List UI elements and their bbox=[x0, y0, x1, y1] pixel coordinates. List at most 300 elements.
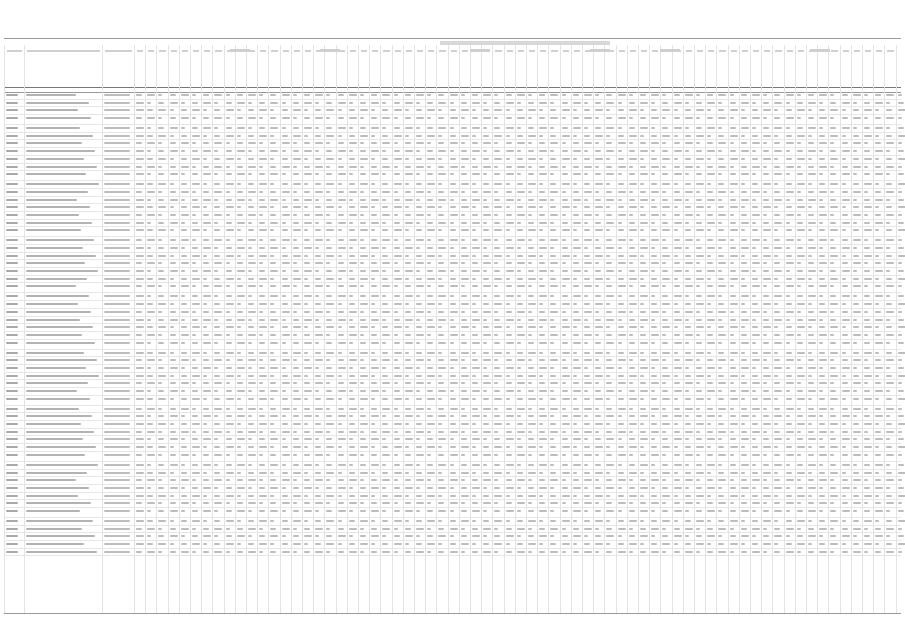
row-value bbox=[539, 543, 543, 545]
row-value bbox=[382, 415, 386, 417]
row-value bbox=[315, 375, 321, 377]
row-value bbox=[718, 431, 726, 433]
column-rule bbox=[638, 45, 639, 613]
row-value bbox=[517, 510, 521, 512]
row-value bbox=[651, 278, 657, 280]
row-value bbox=[304, 551, 310, 553]
row-value bbox=[718, 191, 726, 193]
row-value bbox=[562, 367, 568, 369]
row-value bbox=[707, 158, 711, 160]
row-value bbox=[438, 431, 444, 433]
row-value bbox=[405, 502, 411, 504]
row-value bbox=[786, 262, 794, 264]
row-value bbox=[718, 543, 724, 545]
column-rule bbox=[537, 45, 538, 613]
row-value bbox=[595, 295, 601, 297]
row-value bbox=[136, 295, 144, 297]
row-value bbox=[226, 199, 232, 201]
row-value bbox=[696, 408, 700, 410]
row-value bbox=[371, 135, 375, 137]
row-value bbox=[192, 295, 198, 297]
row-value bbox=[483, 102, 487, 104]
row-value bbox=[830, 454, 834, 456]
row-value bbox=[170, 423, 174, 425]
row-value bbox=[237, 495, 241, 497]
row-value bbox=[651, 303, 657, 305]
row-value bbox=[371, 446, 375, 448]
row-value bbox=[886, 127, 890, 129]
row-value bbox=[752, 247, 756, 249]
row-value bbox=[752, 166, 760, 168]
row-value bbox=[349, 495, 355, 497]
row-value bbox=[170, 222, 178, 224]
row-value bbox=[181, 520, 187, 522]
row-value bbox=[494, 303, 502, 305]
data-table bbox=[4, 92, 901, 556]
row-value bbox=[450, 311, 458, 313]
row-value bbox=[595, 319, 601, 321]
row-value bbox=[662, 199, 668, 201]
row-value bbox=[416, 382, 424, 384]
row-value bbox=[696, 142, 700, 144]
row-value bbox=[472, 454, 478, 456]
row-value bbox=[405, 472, 409, 474]
row-value bbox=[830, 191, 834, 193]
row-value bbox=[797, 326, 805, 328]
row-value bbox=[136, 102, 144, 104]
row-value bbox=[718, 94, 726, 96]
row-value bbox=[842, 94, 848, 96]
row-value bbox=[181, 150, 185, 152]
row-value bbox=[853, 535, 857, 537]
row-value bbox=[136, 487, 144, 489]
row-value bbox=[405, 520, 409, 522]
row-value bbox=[349, 487, 353, 489]
row-value bbox=[438, 142, 444, 144]
row-value bbox=[293, 502, 297, 504]
row-value bbox=[158, 342, 164, 344]
row-value bbox=[472, 398, 476, 400]
row-value bbox=[472, 102, 480, 104]
row-value bbox=[875, 423, 879, 425]
row-value bbox=[741, 229, 745, 231]
row-value bbox=[270, 206, 274, 208]
row-value bbox=[338, 214, 344, 216]
row-value bbox=[416, 423, 422, 425]
row-value bbox=[382, 438, 386, 440]
row-value bbox=[730, 367, 736, 369]
header-cell bbox=[492, 45, 504, 87]
row-value bbox=[517, 214, 525, 216]
row-value bbox=[853, 479, 861, 481]
row-value bbox=[752, 535, 756, 537]
row-value bbox=[427, 255, 435, 257]
row-value bbox=[371, 94, 377, 96]
row-value bbox=[248, 382, 256, 384]
row-value bbox=[618, 229, 624, 231]
row-value bbox=[170, 352, 174, 354]
row-value bbox=[651, 191, 659, 193]
row-value bbox=[461, 472, 469, 474]
row-value bbox=[741, 479, 747, 481]
row-value bbox=[405, 166, 411, 168]
row-value bbox=[472, 510, 480, 512]
row-value bbox=[584, 135, 590, 137]
row-value bbox=[741, 390, 749, 392]
row-value bbox=[573, 278, 577, 280]
row-value bbox=[472, 535, 480, 537]
row-value bbox=[797, 278, 805, 280]
row-value bbox=[282, 206, 288, 208]
row-value bbox=[562, 127, 568, 129]
row-value bbox=[405, 342, 413, 344]
row-value bbox=[360, 127, 366, 129]
row-value bbox=[573, 142, 579, 144]
row-value bbox=[741, 454, 747, 456]
row-value bbox=[707, 214, 713, 216]
row-value bbox=[304, 487, 312, 489]
row-value bbox=[573, 510, 581, 512]
row-value bbox=[237, 479, 243, 481]
row-value bbox=[438, 334, 444, 336]
row-value bbox=[539, 367, 547, 369]
row-value bbox=[158, 334, 162, 336]
row-value bbox=[752, 487, 756, 489]
row-value bbox=[147, 270, 151, 272]
row-value bbox=[326, 543, 334, 545]
row-value bbox=[741, 173, 749, 175]
row-code bbox=[104, 183, 130, 185]
row-value bbox=[886, 334, 894, 336]
row-value bbox=[382, 352, 388, 354]
row-value bbox=[259, 359, 263, 361]
row-value bbox=[147, 502, 155, 504]
row-code bbox=[104, 158, 130, 160]
row-value bbox=[394, 464, 400, 466]
row-value bbox=[707, 487, 715, 489]
row-value bbox=[349, 262, 357, 264]
row-value bbox=[203, 94, 209, 96]
row-value bbox=[136, 117, 142, 119]
row-value bbox=[886, 239, 894, 241]
row-value bbox=[192, 464, 198, 466]
row-value bbox=[304, 423, 308, 425]
row-value bbox=[461, 334, 465, 336]
row-value bbox=[136, 334, 142, 336]
row-value bbox=[315, 158, 321, 160]
row-value bbox=[181, 142, 189, 144]
row-value bbox=[797, 551, 801, 553]
row-value bbox=[741, 319, 749, 321]
row-value bbox=[304, 446, 308, 448]
row-value bbox=[158, 502, 162, 504]
row-value bbox=[427, 359, 431, 361]
row-value bbox=[606, 367, 614, 369]
row-value bbox=[203, 408, 209, 410]
header-cell bbox=[705, 45, 716, 87]
row-value bbox=[170, 183, 174, 185]
row-value bbox=[562, 520, 570, 522]
row-value bbox=[192, 520, 200, 522]
row-value bbox=[853, 382, 861, 384]
row-value bbox=[304, 454, 310, 456]
row-value bbox=[640, 199, 648, 201]
row-value bbox=[875, 502, 881, 504]
row-value bbox=[158, 270, 164, 272]
row-value bbox=[461, 262, 465, 264]
row-value bbox=[203, 342, 211, 344]
row-value bbox=[886, 94, 894, 96]
row-value bbox=[886, 367, 890, 369]
row-value bbox=[674, 311, 680, 313]
row-value bbox=[819, 278, 825, 280]
row-value bbox=[875, 334, 881, 336]
row-value bbox=[315, 127, 319, 129]
row-value bbox=[270, 222, 278, 224]
row-value bbox=[629, 431, 633, 433]
row-value bbox=[842, 150, 850, 152]
row-value bbox=[517, 535, 521, 537]
row-value bbox=[718, 239, 726, 241]
row-value bbox=[450, 502, 458, 504]
row-value bbox=[506, 535, 514, 537]
row-value bbox=[158, 262, 162, 264]
row-value bbox=[629, 551, 633, 553]
row-value bbox=[752, 295, 756, 297]
row-value bbox=[326, 551, 330, 553]
row-value bbox=[170, 239, 176, 241]
row-value bbox=[450, 551, 458, 553]
row-value bbox=[461, 454, 465, 456]
row-value bbox=[618, 239, 626, 241]
row-value bbox=[886, 117, 894, 119]
row-value bbox=[819, 438, 823, 440]
row-value bbox=[214, 520, 220, 522]
row-value bbox=[774, 367, 782, 369]
row-value bbox=[315, 528, 323, 530]
row-value bbox=[494, 142, 498, 144]
row-value bbox=[170, 342, 178, 344]
row-value bbox=[886, 214, 894, 216]
row-value bbox=[450, 262, 458, 264]
row-value bbox=[237, 319, 245, 321]
row-value bbox=[237, 454, 243, 456]
row-value bbox=[506, 502, 512, 504]
row-value bbox=[640, 464, 648, 466]
row-value bbox=[405, 326, 409, 328]
row-value bbox=[147, 520, 153, 522]
row-value bbox=[270, 398, 274, 400]
row-value bbox=[315, 94, 323, 96]
row-value bbox=[326, 367, 332, 369]
row-value bbox=[394, 166, 398, 168]
row-value bbox=[707, 438, 715, 440]
row-value bbox=[584, 229, 590, 231]
row-value bbox=[797, 214, 801, 216]
row-value bbox=[405, 543, 409, 545]
row-value bbox=[875, 199, 883, 201]
row-value bbox=[898, 278, 905, 280]
row-value bbox=[842, 472, 846, 474]
row-value bbox=[539, 390, 547, 392]
row-value bbox=[416, 127, 420, 129]
row-value bbox=[662, 303, 670, 305]
row-value bbox=[214, 239, 222, 241]
row-value bbox=[786, 206, 792, 208]
row-value bbox=[270, 487, 278, 489]
row-value bbox=[416, 502, 424, 504]
row-value bbox=[494, 382, 498, 384]
row-value bbox=[517, 303, 523, 305]
row-value bbox=[181, 408, 189, 410]
row-value bbox=[315, 520, 321, 522]
row-value bbox=[416, 255, 422, 257]
row-value bbox=[293, 278, 301, 280]
row-value bbox=[326, 117, 330, 119]
row-value bbox=[898, 166, 902, 168]
row-value bbox=[875, 510, 883, 512]
row-value bbox=[214, 423, 220, 425]
row-value bbox=[259, 239, 263, 241]
row-value bbox=[214, 94, 222, 96]
row-value bbox=[864, 382, 868, 384]
row-value bbox=[360, 150, 366, 152]
row-value bbox=[618, 535, 622, 537]
row-value bbox=[416, 239, 424, 241]
row-value bbox=[618, 495, 624, 497]
row-value bbox=[539, 285, 545, 287]
row-value bbox=[741, 431, 747, 433]
row-value bbox=[405, 135, 409, 137]
row-value bbox=[718, 142, 726, 144]
row-value bbox=[382, 278, 388, 280]
row-value bbox=[718, 135, 724, 137]
row-value bbox=[763, 446, 771, 448]
row-value bbox=[282, 166, 290, 168]
row-value bbox=[741, 551, 747, 553]
row-value bbox=[584, 487, 588, 489]
header-cell bbox=[380, 45, 392, 87]
row-value bbox=[842, 142, 848, 144]
row-value bbox=[483, 367, 487, 369]
row-value bbox=[136, 398, 140, 400]
row-value bbox=[797, 255, 805, 257]
row-value bbox=[898, 247, 904, 249]
row-value bbox=[506, 278, 510, 280]
row-value bbox=[192, 390, 198, 392]
row-value bbox=[774, 495, 778, 497]
row-value bbox=[248, 255, 254, 257]
row-value bbox=[528, 472, 536, 474]
row-value bbox=[528, 367, 534, 369]
row-value bbox=[696, 520, 704, 522]
row-value bbox=[494, 551, 498, 553]
row-value bbox=[562, 255, 570, 257]
row-value bbox=[651, 199, 655, 201]
header-cell bbox=[358, 45, 369, 87]
row-value bbox=[483, 229, 489, 231]
row-value bbox=[573, 239, 579, 241]
row-value bbox=[192, 199, 198, 201]
row-value bbox=[438, 173, 446, 175]
row-value bbox=[338, 255, 342, 257]
row-value bbox=[282, 520, 288, 522]
row-value bbox=[550, 446, 556, 448]
row-value bbox=[763, 502, 767, 504]
row-value bbox=[696, 464, 702, 466]
row-value bbox=[573, 311, 579, 313]
row-value bbox=[214, 446, 220, 448]
row-value bbox=[741, 285, 747, 287]
row-value bbox=[573, 127, 581, 129]
row-value bbox=[494, 375, 502, 377]
row-value bbox=[304, 239, 310, 241]
row-value bbox=[886, 398, 892, 400]
row-value bbox=[461, 311, 465, 313]
row-value bbox=[226, 352, 234, 354]
row-value bbox=[786, 214, 794, 216]
row-value bbox=[394, 303, 402, 305]
row-value bbox=[427, 454, 431, 456]
row-value bbox=[696, 214, 700, 216]
row-value bbox=[136, 135, 140, 137]
row-value bbox=[304, 382, 310, 384]
row-value bbox=[237, 510, 245, 512]
row-value bbox=[438, 390, 446, 392]
row-value bbox=[774, 262, 780, 264]
row-value bbox=[360, 183, 368, 185]
header-cell bbox=[750, 45, 761, 87]
row-value bbox=[595, 510, 601, 512]
row-value bbox=[539, 520, 543, 522]
row-value bbox=[763, 229, 771, 231]
row-value bbox=[584, 94, 592, 96]
row-value bbox=[472, 495, 476, 497]
row-value bbox=[875, 528, 881, 530]
row-value bbox=[752, 543, 758, 545]
row-value bbox=[741, 495, 745, 497]
row-value bbox=[315, 270, 319, 272]
row-value bbox=[405, 359, 411, 361]
row-value bbox=[304, 199, 312, 201]
row-value bbox=[382, 135, 388, 137]
row-value bbox=[170, 229, 174, 231]
row-value bbox=[494, 510, 500, 512]
row-value bbox=[797, 535, 803, 537]
row-value bbox=[696, 191, 700, 193]
row-value bbox=[326, 239, 330, 241]
row-value bbox=[461, 158, 469, 160]
row-value bbox=[685, 94, 693, 96]
row-value bbox=[640, 438, 648, 440]
row-code bbox=[104, 214, 130, 216]
row-value bbox=[651, 382, 659, 384]
row-name bbox=[26, 479, 76, 481]
row-value bbox=[394, 367, 400, 369]
table-row bbox=[4, 549, 901, 557]
row-value bbox=[494, 158, 502, 160]
row-value bbox=[875, 431, 881, 433]
row-value bbox=[483, 295, 487, 297]
header-cell bbox=[862, 45, 873, 87]
row-value bbox=[315, 326, 321, 328]
row-value bbox=[181, 183, 187, 185]
row-name bbox=[26, 375, 99, 377]
row-value bbox=[830, 109, 838, 111]
row-value bbox=[461, 142, 465, 144]
row-value bbox=[763, 183, 771, 185]
row-value bbox=[506, 446, 510, 448]
